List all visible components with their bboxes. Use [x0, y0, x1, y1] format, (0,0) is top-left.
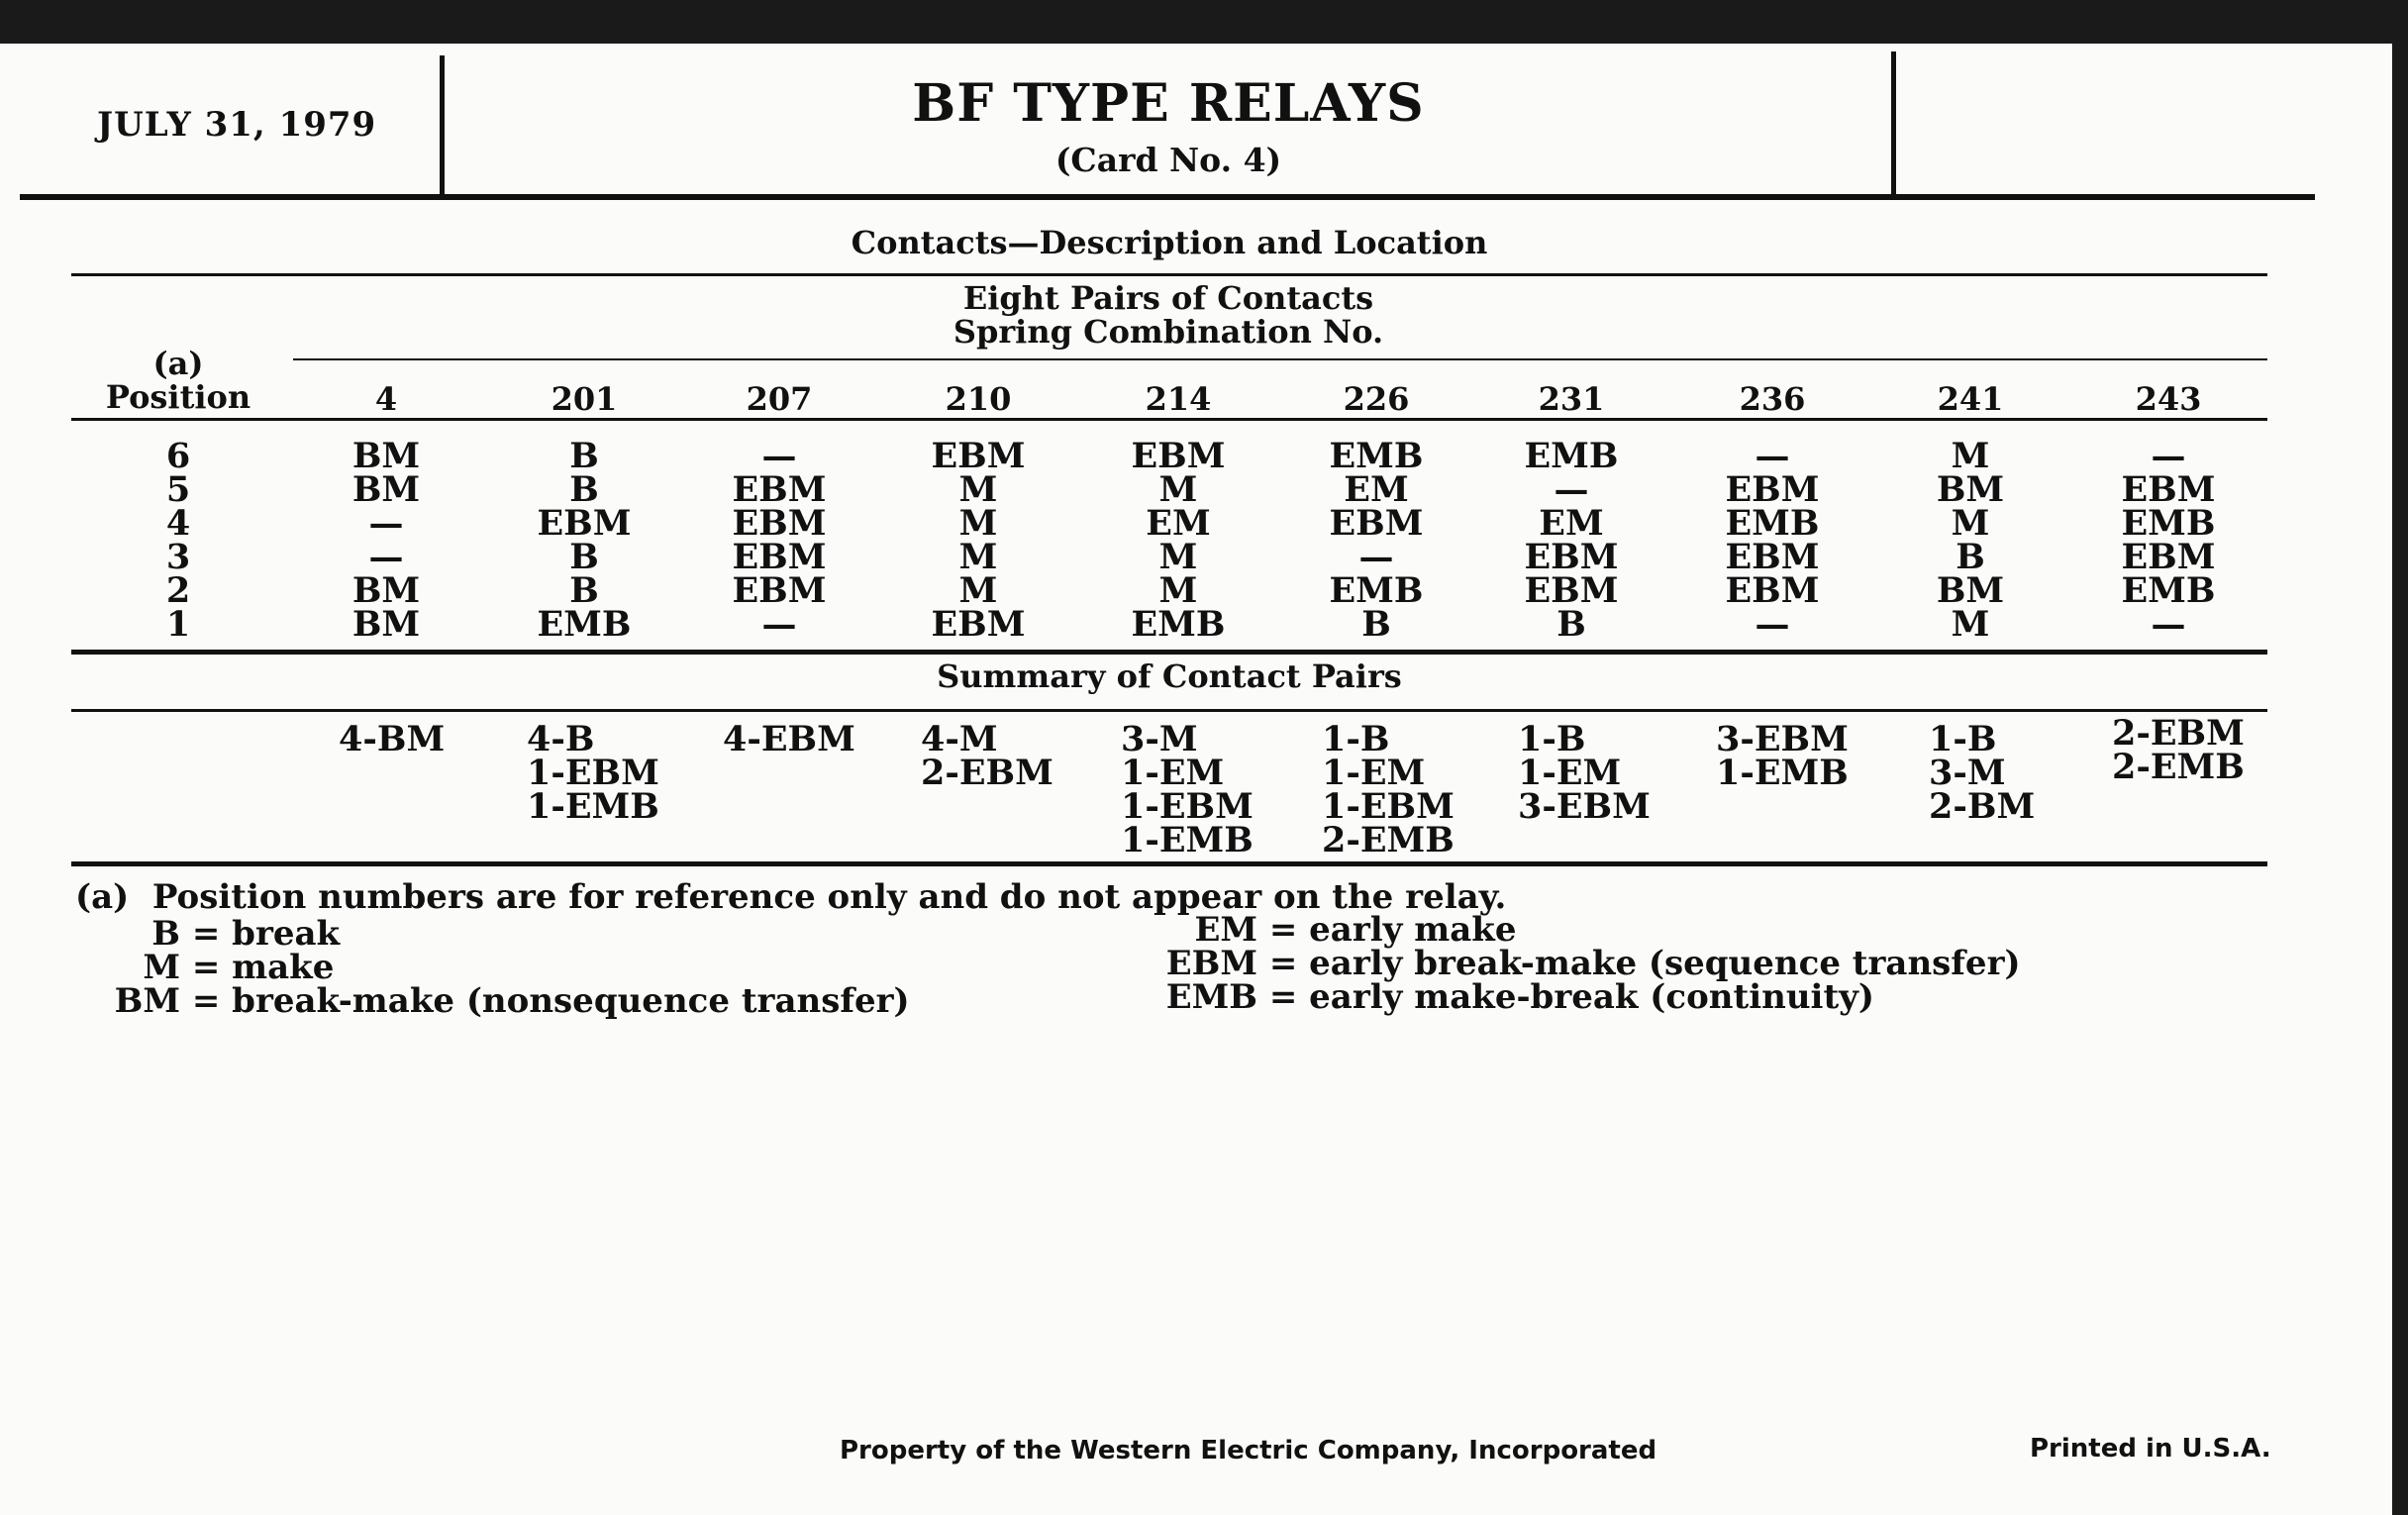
property-notice: Property of the Western Electric Company, Incorporated: [840, 1436, 1657, 1465]
summary-rule: [71, 709, 2267, 712]
position-header: [99, 347, 257, 414]
summary-col-236: 3-EBM 1-EMB: [1716, 719, 1849, 793]
legend-right: [1149, 910, 2021, 1017]
summary-bottom-rule: [71, 861, 2267, 866]
section-title: Contacts—Description and Location: [851, 224, 1488, 261]
contacts-col-210: EBM M M M M EBM: [931, 436, 1026, 645]
legend-text: = break: [191, 914, 341, 954]
legend-key: EBM: [1165, 944, 1257, 983]
summary-col-243: 2-EBM 2-EMB: [2112, 713, 2245, 787]
legend-left: [89, 914, 910, 1021]
card-title: BF TYPE RELAYS: [912, 73, 1425, 134]
legend-item: [89, 914, 910, 954]
position-header-line2: Position: [105, 378, 251, 416]
column-header-4: 4: [374, 380, 398, 418]
header-rule: [20, 194, 2315, 200]
group-title-line2: Spring Combination No.: [953, 313, 1384, 351]
position-header-line1: (a): [152, 345, 204, 382]
contacts-col-241: M BM M B BM M: [1936, 436, 2005, 645]
position-column: 6 5 4 3 2 1: [165, 436, 191, 645]
group-rule: [293, 358, 2267, 360]
summary-col-241: 1-B 3-M 2-BM: [1929, 719, 2036, 827]
contacts-col-207: — EBM EBM EBM EBM —: [732, 436, 827, 645]
contacts-col-231: EMB — EM EBM EBM B: [1524, 436, 1619, 645]
summary-col-226: 1-B 1-EM 1-EBM 2-EMB: [1322, 719, 1455, 860]
legend-key: M: [143, 948, 180, 987]
footnote: (a) Position numbers are for reference only and do not appear on the relay.: [75, 877, 1507, 917]
contacts-col-214: EBM M EM M M EMB: [1131, 436, 1226, 645]
legend-item: [1149, 910, 2021, 950]
legend-text: = make: [191, 948, 335, 987]
legend-key: EMB: [1165, 977, 1257, 1017]
table-body-rule: [71, 650, 2267, 655]
column-header-201: 201: [551, 380, 618, 418]
legend-text: = break-make (nonsequence transfer): [191, 981, 910, 1021]
header-divider-right: [1891, 51, 1896, 196]
legend-item: [89, 981, 910, 1021]
legend-text: = early break-make (sequence transfer): [1268, 944, 2021, 983]
group-title: [297, 281, 2040, 349]
column-header-207: 207: [746, 380, 813, 418]
column-header-241: 241: [1937, 380, 2004, 418]
reference-card: [0, 44, 2392, 1515]
column-header-210: 210: [945, 380, 1012, 418]
legend-key: B: [151, 914, 180, 954]
header-divider-left: [440, 55, 445, 198]
legend-item: [89, 948, 910, 987]
column-header-231: 231: [1538, 380, 1605, 418]
section-rule: [71, 273, 2267, 276]
legend-item: [1149, 977, 2021, 1017]
legend-item: [1149, 944, 2021, 983]
contacts-col-236: — EBM EMB EBM EBM —: [1725, 436, 1820, 645]
column-header-243: 243: [2135, 380, 2202, 418]
column-header-rule: [71, 418, 2267, 421]
legend-text: = early make: [1268, 910, 1517, 950]
summary-col-214: 3-M 1-EM 1-EBM 1-EMB: [1121, 719, 1254, 860]
contacts-col-201: B B EBM B B EMB: [537, 436, 632, 645]
contacts-col-4: BM BM — — BM BM: [351, 436, 421, 645]
column-header-236: 236: [1739, 380, 1806, 418]
summary-col-201: 4-B 1-EBM 1-EMB: [527, 719, 659, 827]
card-date: JULY 31, 1979: [97, 105, 377, 145]
summary-col-210: 4-M 2-EBM: [921, 719, 1054, 793]
summary-col-231: 1-B 1-EM 3-EBM: [1518, 719, 1651, 827]
summary-title: Summary of Contact Pairs: [937, 657, 1402, 695]
summary-col-207: 4-EBM: [723, 719, 855, 759]
contacts-col-243: — EBM EMB EBM EMB —: [2121, 436, 2216, 645]
summary-col-4: 4-BM: [339, 719, 446, 759]
contacts-col-226: EMB EM EBM — EMB B: [1329, 436, 1424, 645]
legend-text: = early make-break (continuity): [1268, 977, 1875, 1017]
card-subtitle: (Card No. 4): [1054, 141, 1282, 179]
legend-key: EM: [1194, 910, 1257, 950]
column-header-214: 214: [1145, 380, 1212, 418]
printed-in-notice: Printed in U.S.A.: [2030, 1434, 2271, 1464]
legend-key: BM: [114, 981, 180, 1021]
group-title-line1: Eight Pairs of Contacts: [962, 279, 1374, 317]
column-header-226: 226: [1343, 380, 1410, 418]
